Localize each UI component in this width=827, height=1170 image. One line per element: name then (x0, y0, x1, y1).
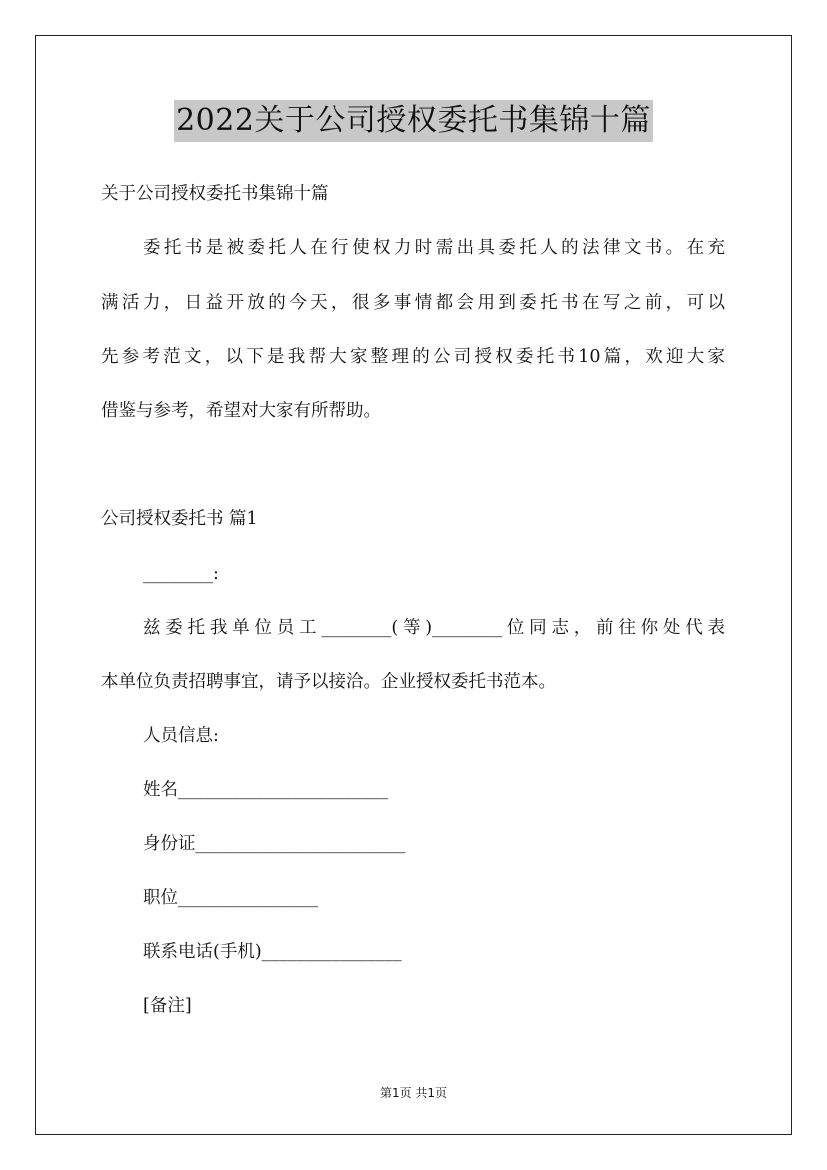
body-line-2: 本单位负责招聘事宜，请予以接洽。企业授权委托书范本。 (101, 672, 556, 692)
field-remark: [备注] (143, 996, 192, 1016)
field-id-card: 身份证________________________ (143, 834, 406, 854)
intro-line-4: 借鉴与参考，希望对大家有所帮助。 (101, 401, 381, 421)
page-footer: 第1页 共1页 (379, 1086, 448, 1100)
title-container (0, 100, 827, 142)
intro-line-2: 满活力，日益开放的今天，很多事情都会用到委托书在写之前，可以 (101, 293, 725, 313)
intro-line-1: 委托书是被委托人在行使权力时需出具委托人的法律文书。在充 (143, 238, 725, 258)
field-phone: 联系电话(手机)________________ (143, 942, 402, 962)
document-title: 2022关于公司授权委托书集锦十篇 (174, 100, 653, 142)
subtitle: 关于公司授权委托书集锦十篇 (101, 184, 329, 204)
section-title: 公司授权委托书 篇1 (101, 509, 258, 529)
info-label: 人员信息: (143, 726, 219, 746)
salutation: ________: (143, 564, 219, 584)
field-name: 姓名________________________ (143, 780, 388, 800)
intro-line-3: 先参考范文，以下是我帮大家整理的公司授权委托书10篇，欢迎大家 (101, 347, 725, 367)
field-position: 职位________________ (143, 888, 318, 908)
body-line-1: 兹委托我单位员工________(等)________位同志，前往你处代表 (143, 618, 725, 638)
